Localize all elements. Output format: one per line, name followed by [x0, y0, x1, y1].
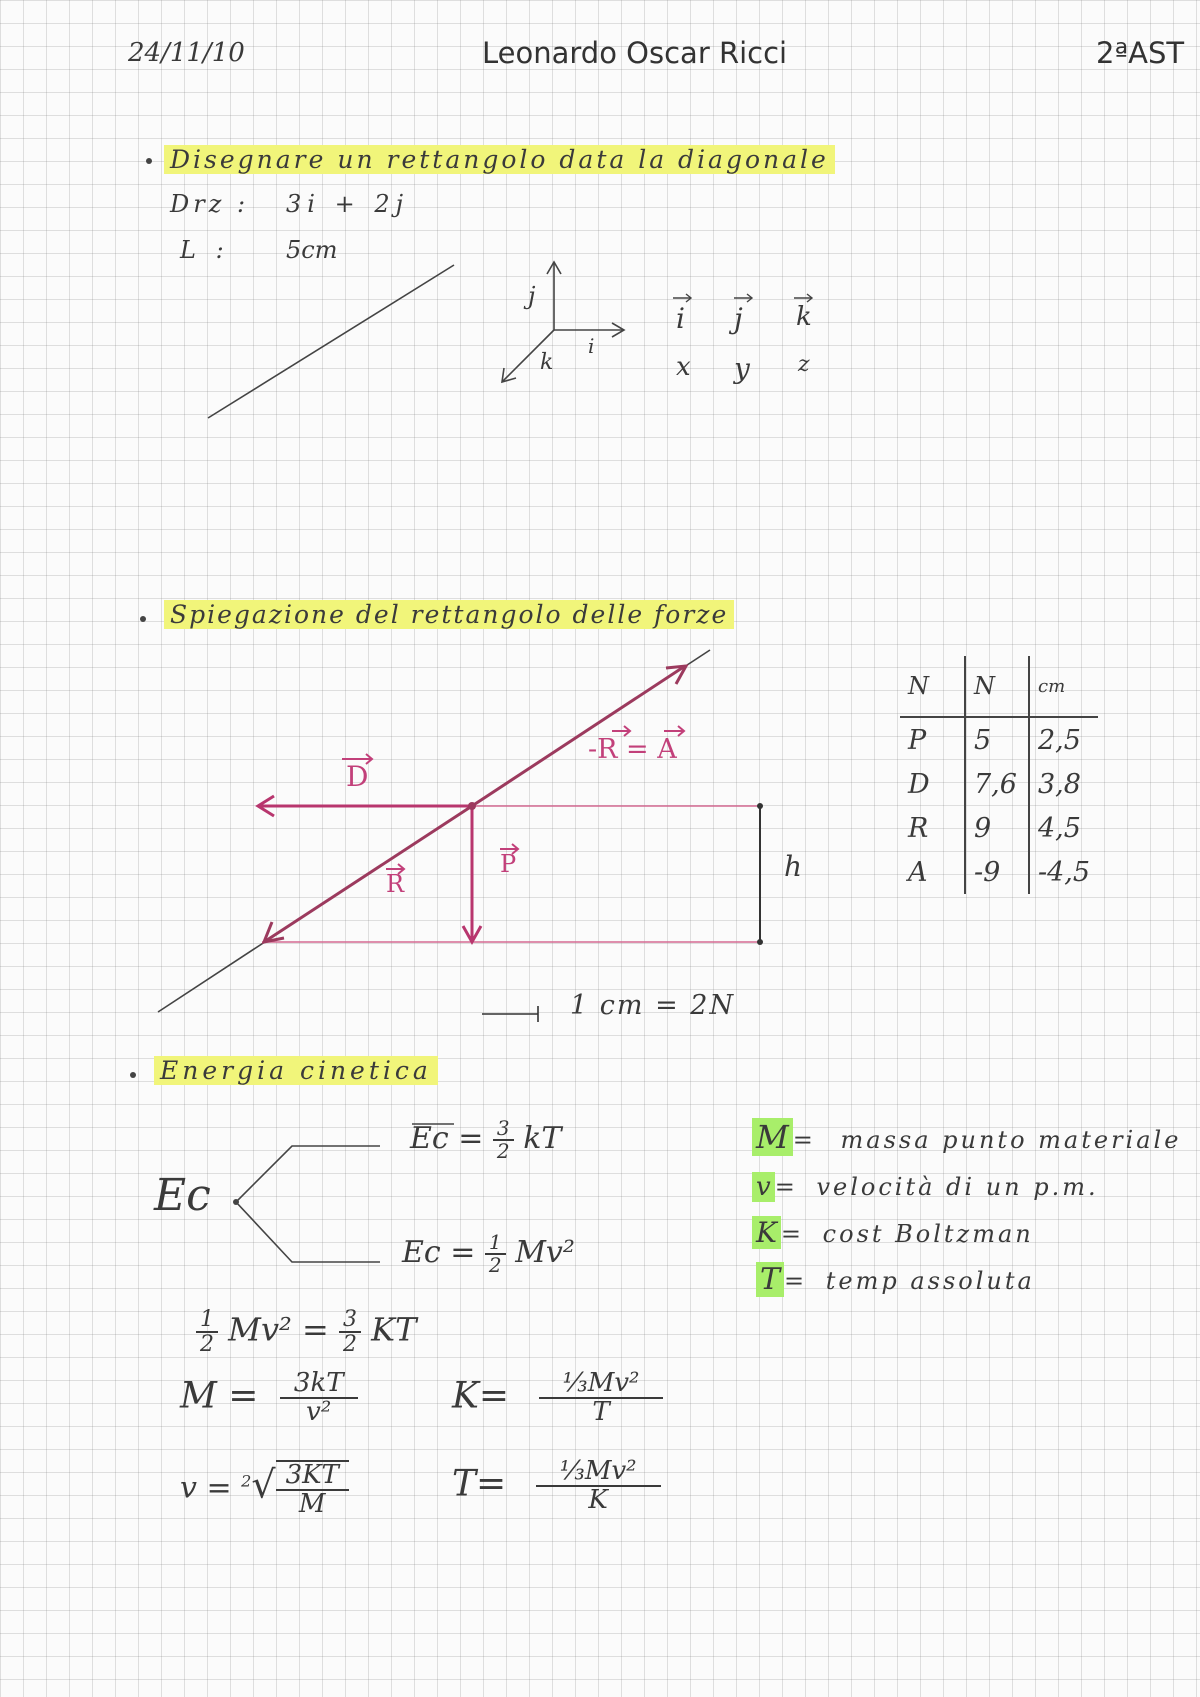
label-r: R [386, 870, 405, 898]
drz-value: 3i + 2j [286, 190, 410, 218]
author-name: Leonardo Oscar Ricci [482, 36, 788, 70]
legend-desc: temp assoluta [825, 1267, 1035, 1295]
formula-lhs: T= [452, 1463, 507, 1505]
fraction: $\frac{1}{2}$ [196, 1308, 218, 1356]
formula-t [452, 1458, 661, 1515]
vector-cell: P [900, 717, 965, 762]
formula-mean-energy [410, 1118, 561, 1162]
vector-cell: R [900, 806, 965, 850]
fraction: $\frac{3}{2}$ [493, 1118, 514, 1162]
legend-desc: velocità di un p.m. [816, 1173, 1099, 1201]
newton-cell: -9 [965, 850, 1029, 894]
legend-symbol: M [752, 1118, 793, 1156]
formula-rhs: Mv² [515, 1235, 575, 1270]
legend-desc: massa punto materiale [840, 1126, 1182, 1154]
unit-vector-k: k [796, 302, 812, 332]
legend-eq: = [792, 1126, 813, 1154]
formula-lhs: M = [180, 1375, 259, 1417]
l-label: L : [180, 236, 230, 264]
formula-lhs: Ec = [402, 1235, 476, 1270]
fraction: $\frac{3KT}{M}$ [276, 1460, 349, 1519]
newton-cell: 7,6 [965, 762, 1029, 806]
fraction: $\frac{3}{2}$ [339, 1308, 361, 1356]
date: 24/11/10 [128, 38, 245, 68]
sqrt-icon: √ [251, 1462, 276, 1507]
newton-cell: 9 [965, 806, 1029, 850]
drz-label: Drz : [170, 190, 250, 218]
table-header: N [900, 656, 965, 717]
legend-row-v [752, 1172, 1099, 1202]
newton-cell: 5 [965, 717, 1029, 762]
unit-vector-j: j [734, 302, 743, 335]
legend-row-k [752, 1216, 1034, 1249]
vector-cell: D [900, 762, 965, 806]
formula-v [180, 1460, 349, 1519]
formula-lhs: Ec = [410, 1121, 484, 1156]
axis-z: z [798, 352, 810, 377]
fraction: $\frac{\text{⅓Mv²}}{T}$ [539, 1370, 664, 1427]
unit-vector-i: i [676, 302, 685, 335]
class-label: 2ªAST [1096, 36, 1185, 70]
legend-symbol: v [752, 1172, 775, 1202]
formula-rhs: kT [523, 1121, 562, 1156]
cm-cell: -4,5 [1038, 856, 1091, 888]
l-value: 5cm [286, 236, 338, 264]
axis-label-i: i [588, 334, 595, 358]
section2-title: Spiegazione del rettangolo delle forze [164, 600, 734, 629]
legend-row-t [756, 1262, 1035, 1297]
scale-label: 1 cm = 2N [570, 990, 736, 1021]
label-p: P [500, 850, 517, 878]
fraction: $\frac{\text{⅓Mv²}}{K}$ [536, 1458, 661, 1515]
formula-k [452, 1370, 663, 1427]
cm-cell: 3,8 [1038, 768, 1081, 800]
label-minus-r-eq-a: -R = A [588, 734, 677, 765]
table-header: N [965, 656, 1029, 717]
axis-label-j: j [528, 282, 536, 310]
legend-desc: cost Boltzman [822, 1220, 1034, 1248]
cm-cell: 4,5 [1038, 812, 1081, 844]
formula-mid: Mv² = [228, 1310, 329, 1349]
section3-title: Energia cinetica [154, 1056, 438, 1085]
cm-cell: 2,5 [1038, 724, 1081, 756]
legend-symbol: K [752, 1216, 781, 1249]
formula-m [180, 1370, 358, 1427]
ec-symbol: Ec [154, 1170, 211, 1221]
formula-kinetic-energy [402, 1232, 575, 1276]
formula-equality [196, 1308, 416, 1356]
legend-eq: = [774, 1173, 795, 1201]
root-index: 2 [241, 1471, 252, 1491]
legend-row-m [752, 1118, 1181, 1156]
axis-x: x [676, 352, 691, 382]
vector-cell: A [900, 850, 965, 894]
label-d: D [346, 760, 369, 793]
formula-rhs: KT [371, 1310, 417, 1349]
axis-label-k: k [540, 350, 554, 375]
formula-lhs: v = [180, 1470, 232, 1506]
fraction: $\frac{1}{2}$ [485, 1232, 506, 1276]
legend-eq: = [780, 1220, 802, 1248]
section1-title: Disegnare un rettangolo data la diagonale [164, 145, 835, 174]
label-h: h [784, 850, 803, 883]
legend-symbol: T [756, 1262, 784, 1297]
table-header: cm [1029, 656, 1098, 717]
formula-lhs: K= [452, 1375, 510, 1417]
axis-y: y [734, 352, 750, 385]
fraction: $\frac{3kT}{\text{v²}}$ [280, 1370, 358, 1427]
legend-eq: = [784, 1267, 805, 1295]
